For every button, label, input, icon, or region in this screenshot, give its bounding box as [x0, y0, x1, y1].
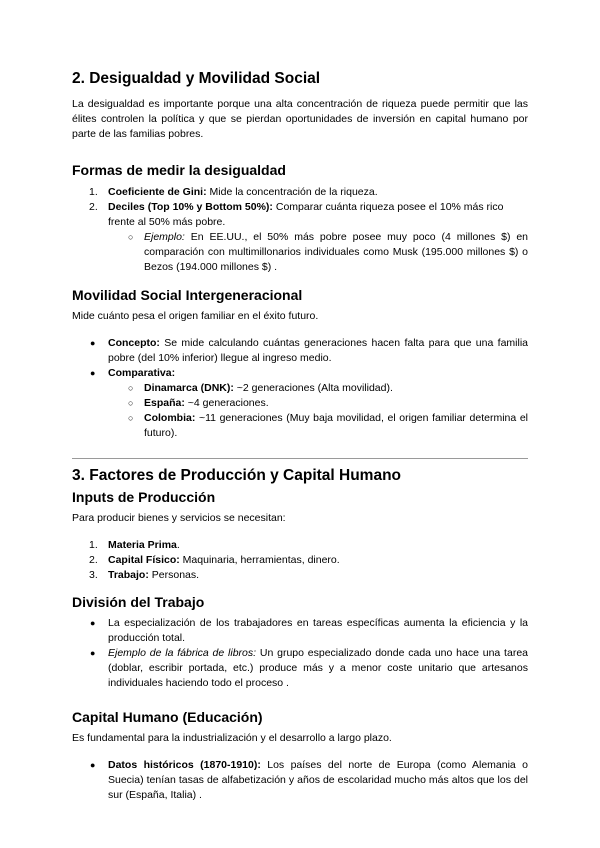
item-text: En EE.UU., el 50% más pobre posee muy poco (4 millones $) en comparación con multimillonarios individuales como Musk (195.000 millones $) o Bezos (194.000 millones $) .	[144, 231, 528, 273]
bullet-icon: ●	[90, 338, 96, 348]
list-item	[72, 758, 528, 803]
item-label: Dinamarca (DNK):	[144, 382, 234, 394]
countries-list	[72, 381, 528, 441]
list-item	[72, 336, 528, 366]
hollow-bullet-icon: ○	[128, 398, 134, 408]
bullet-icon: ●	[90, 368, 96, 378]
hollow-bullet-icon: ○	[128, 413, 134, 423]
division-list	[72, 616, 528, 691]
item-label: Datos históricos (1870-1910):	[108, 759, 261, 771]
list-marker: 3.	[89, 569, 98, 581]
item-text: Los países del norte de Europa (como Alemania o Suecia) tenían tasas de alfabetización y años de escolaridad mucho más altos que los del sur (España, Italia) .	[108, 759, 529, 801]
movilidad-list	[72, 336, 528, 381]
list-item	[72, 366, 528, 381]
item-text: Maquinaria, herramientas, dinero.	[179, 554, 340, 566]
item-text: Mide la concentración de la riqueza.	[206, 186, 378, 198]
item-text: Un grupo especializado donde cada uno hace una tarea (doblar, escribir portada, etc.) produce más y a menor coste unitario que artesanos individuales haciendo todo el proceso .	[108, 647, 528, 689]
item-text: Se mide calculando cuántas generaciones hacen falta para que una familia pobre (del 10% inferior) llegue al ingreso medio.	[108, 337, 528, 364]
formas-example-list	[72, 230, 528, 275]
item-label: Capital Físico:	[108, 554, 180, 566]
hollow-bullet-icon: ○	[128, 383, 134, 393]
division-title: División del Trabajo	[72, 594, 205, 610]
movilidad-intro: Mide cuánto pesa el origen familiar en el éxito futuro.	[72, 310, 319, 322]
item-text: La especialización de los trabajadores en tareas específicas aumenta la eficiencia y la producción total.	[108, 617, 528, 644]
inputs-title: Inputs de Producción	[72, 489, 216, 505]
list-item	[72, 553, 528, 568]
item-label: Deciles (Top 10% y Bottom 50%):	[108, 201, 273, 213]
item-label: Materia Prima	[108, 539, 177, 551]
bullet-icon: ●	[90, 760, 96, 770]
item-label: Comparativa:	[108, 367, 176, 379]
item-text: ~11 generaciones (Muy baja movilidad, el origen familiar determina el futuro).	[144, 412, 528, 439]
list-marker: 2.	[89, 554, 98, 566]
section-divider	[72, 458, 528, 459]
item-label: Ejemplo:	[144, 231, 185, 243]
item-label: Colombia:	[144, 412, 196, 424]
list-item	[72, 411, 528, 441]
item-label: Ejemplo de la fábrica de libros:	[108, 647, 257, 659]
movilidad-title: Movilidad Social Intergeneracional	[72, 287, 303, 303]
list-marker: 1.	[89, 539, 98, 551]
item-text: .	[176, 539, 180, 551]
formas-title: Formas de medir la desigualdad	[72, 162, 286, 178]
item-label: Coeficiente de Gini:	[108, 186, 207, 198]
formas-list	[72, 185, 528, 230]
capital-title: Capital Humano (Educación)	[72, 709, 263, 725]
inputs-list	[72, 538, 528, 583]
list-item	[72, 538, 528, 553]
inputs-intro: Para producir bienes y servicios se necesitan:	[72, 512, 286, 524]
list-item	[72, 646, 528, 691]
item-label: Concepto:	[108, 337, 160, 349]
bullet-icon: ●	[90, 618, 96, 628]
list-item	[72, 396, 528, 411]
list-item	[72, 616, 528, 646]
item-text: ~4 generaciones.	[184, 397, 269, 409]
section-3-title: 3. Factores de Producción y Capital Humano	[72, 467, 402, 484]
section-2-intro: La desigualdad es importante porque una alta concentración de riqueza puede permitir que las élites controlen la política y que se pierdan oportunidades de inversión en capital humano por parte de las familias pobres.	[72, 98, 528, 140]
list-item	[72, 185, 528, 200]
item-text: Comparar cuánta riqueza posee el 10% más rico frente al 50% más pobre.	[108, 201, 504, 228]
list-item	[72, 230, 528, 275]
list-item	[72, 568, 528, 583]
list-marker: 1.	[89, 186, 98, 198]
hollow-bullet-icon: ○	[128, 232, 134, 242]
item-label: España:	[144, 397, 185, 409]
item-text: ~2 generaciones (Alta movilidad).	[233, 382, 393, 394]
bullet-icon: ●	[90, 648, 96, 658]
capital-list	[72, 758, 528, 803]
document-page	[72, 70, 528, 803]
list-marker: 2.	[89, 201, 98, 213]
section-2-title: 2. Desigualdad y Movilidad Social	[72, 70, 321, 87]
capital-intro: Es fundamental para la industrialización y el desarrollo a largo plazo.	[72, 732, 392, 744]
list-item	[72, 200, 528, 230]
item-text: Personas.	[148, 569, 200, 581]
item-label: Trabajo:	[108, 569, 149, 581]
list-item	[72, 381, 528, 396]
